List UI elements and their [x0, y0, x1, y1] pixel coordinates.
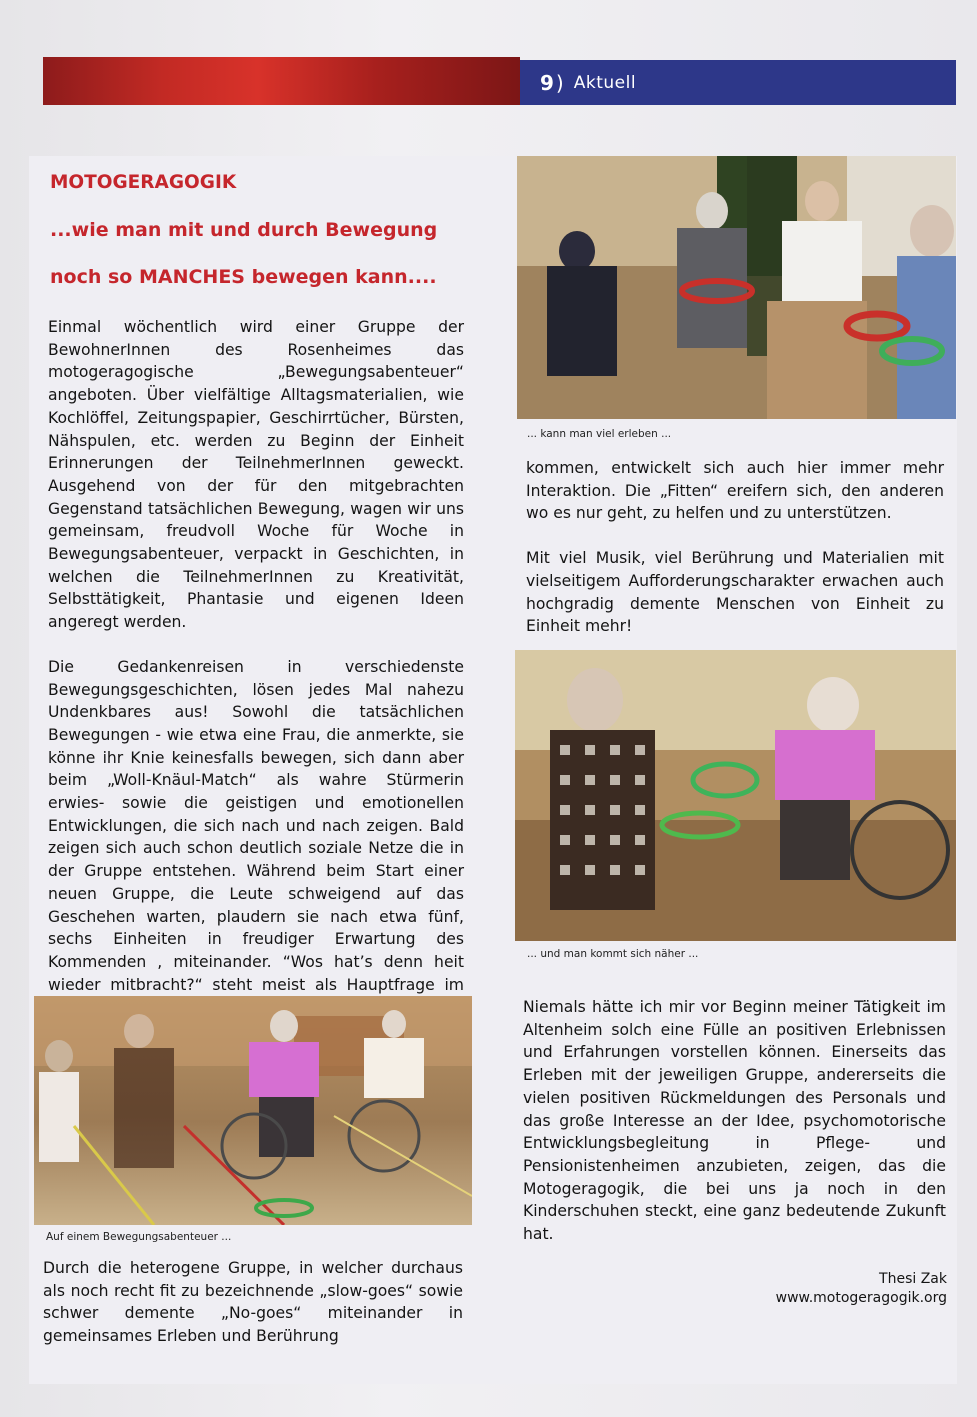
paragraph-conclusion: Niemals hätte ich mir vor Beginn meiner Tätigkeit im Altenheim solch eine Fülle an positiven Erlebnissen und Erfahrungen vorstellen können. Einerseits das Erleben mit der jeweiligen Gruppe, andererseits die vielen positiven Rückmeldungen des Personals und das große Interesse an der Idee, psychomotorische Entwicklungsbegleitung in Pflege- und Pensionistenheimen anzubieten, zeigen, das die Motogeragogik, die bei uns ja noch in den Kinderschuhen steckt, eine ganz bedeutende Zukunft hat. — [523, 998, 946, 1244]
paragraph-interaction: kommen, entwickelt sich auch hier immer mehr Interaktion. Die „Fitten“ ereifern sich, den anderen wo es nur geht, zu helfen und zu unterstützen. — [526, 459, 944, 523]
header-blue-band — [520, 60, 956, 105]
author-website[interactable]: www.motogeragogik.org — [775, 1290, 947, 1306]
paragraph-intro: Einmal wöchentlich wird einer Gruppe der BewohnerInnen des Rosenheimes das motogeragogische „Bewegungsabenteuer“ angeboten. Über vielfältige Alltagsmaterialien, wie Kochlöffel, Zeitungspapier, Geschirrtücher, Bürsten, Nähspulen, etc. werden zu Beginn der Einheit Erinnerungen der TeilnehmerInnen geweckt. Ausgehend von der für den mitgebrachten Gegenstand tatsächlichen Bewegung, wagen wir uns gemeinsam, freudvoll Woche für Woche in Bewegungsabenteuer, verpackt in Geschichten, in welchen die TeilnehmerInnen zu Kreativität, Selbsttätigkeit, Phantasie und eigenen Ideen angeregt werden. — [48, 318, 464, 632]
article-subtitle-line2: noch so MANCHES bewegen kann.... — [50, 266, 437, 288]
caption-middle-right: ... und man kommt sich näher ... — [527, 948, 699, 960]
paragraph-music: Mit viel Musik, viel Berührung und Materialien mit vielseitigem Aufforderungscharakter erwachen auch hochgradig demente Menschen von Einheit zu Einheit mehr! — [526, 549, 944, 636]
author-signature — [776, 1270, 947, 1308]
caption-bottom-left: Auf einem Bewegungsabenteuer ... — [46, 1231, 232, 1243]
author-name: Thesi Zak — [879, 1271, 947, 1287]
right-bottom-text — [523, 996, 946, 1268]
article-title: MOTOGERAGOGIK — [50, 172, 237, 193]
left-bottom-text — [43, 1257, 463, 1370]
page-number: 9 — [540, 70, 554, 95]
left-column-text — [48, 316, 464, 1041]
paragraph-journeys: Die Gedankenreisen in verschiedenste Bewegungsgeschichten, lösen jedes Mal nahezu Undenkbares aus! Sowohl die tatsächlichen Bewegungen - wie etwa eine Frau, die anmerkte, sie könne ihr Knie keinesfalls bewegen, sich dann aber beim „Woll-Knäul-Match“ als wahre Stürmerin erwies- sowie die geistigen und emotionellen Entwicklungen, die sich nach und nach zeigen. Bald zeigen sich auch schon deutlich soziale Netze die in der Gruppe entstehen. Während beim Start einer neuen Gruppe, die Leute schweigend auf das Geschehen warten, plaudern sie nach etwa fünf, sechs Einheiten in freudiger Erwartung des Kommenden , miteinander. “Wos hat’s denn heit wieder mitbracht?“ steht meist als Hauptfrage im — [48, 657, 464, 994]
section-title: Aktuell — [573, 72, 637, 93]
page-number-paren: ) — [555, 70, 564, 95]
article-subtitle-line1: ...wie man mit und durch Bewegung — [50, 219, 438, 241]
caption-top-right: ... kann man viel erleben ... — [527, 428, 672, 440]
right-top-text — [526, 457, 944, 660]
photo-group-movement — [34, 996, 472, 1225]
paragraph-heterogeneous: Durch die heterogene Gruppe, in welcher durchaus als noch recht fit zu bezeichnende „slow-goes“ sowie schwer demente „No-goes“ miteinander in gemeinsames Erleben und Berührung — [43, 1259, 463, 1346]
photo-seated-group — [517, 156, 956, 419]
photo-two-women-hoop — [515, 650, 956, 941]
header-red-band — [43, 57, 520, 105]
